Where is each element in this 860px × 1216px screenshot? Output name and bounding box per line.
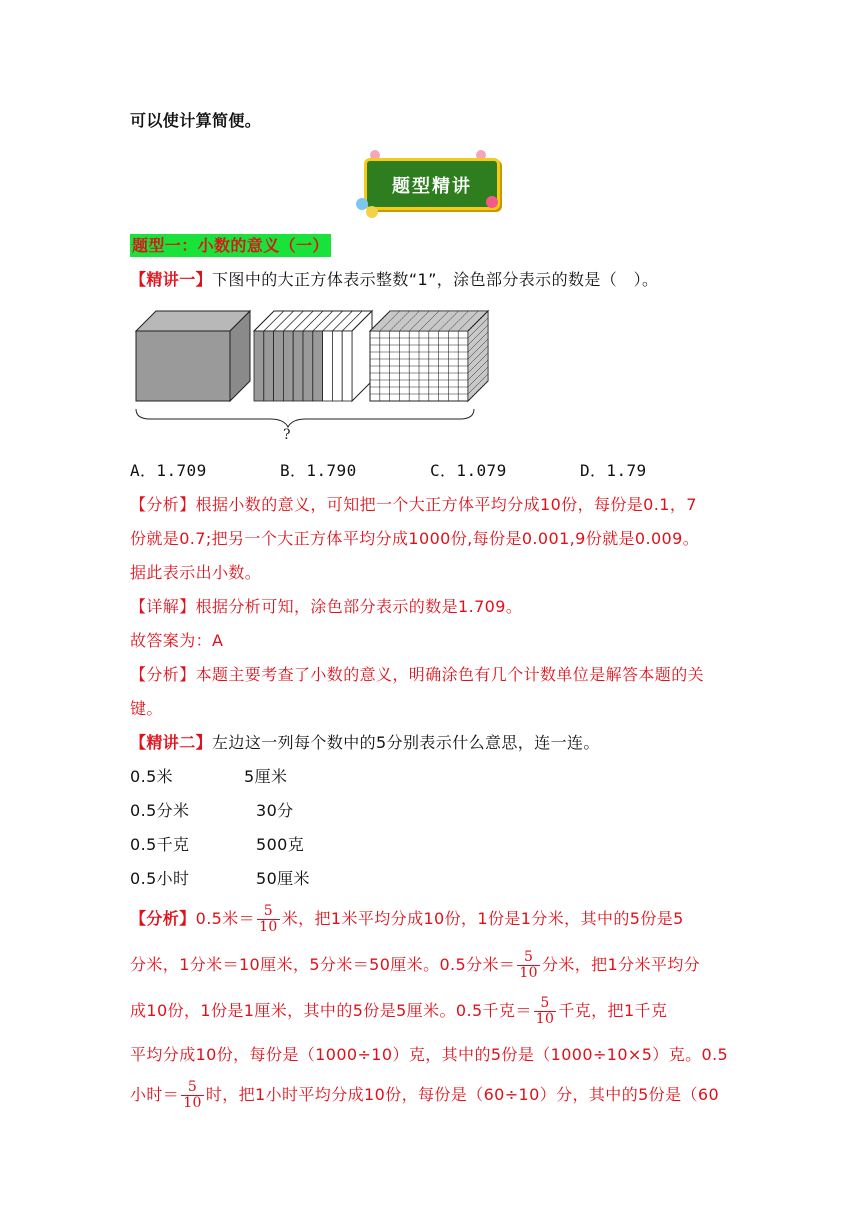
whole-cube [136,311,250,401]
question-tag: 【精讲一】 [130,270,213,289]
match-right: 5厘米 [244,767,288,786]
intro-line: 可以使计算简便。 [130,111,262,130]
match-right: 500克 [256,835,305,854]
option-d: D．1.79 [580,461,647,480]
fraction: $\frac{5}{10}$ [183,1079,202,1111]
analysis-line: 据此表示出小数。 [130,563,262,582]
option-c: C．1.079 [430,461,507,480]
brace [136,409,474,427]
cube-figure [130,305,490,445]
match-left: 0.5米 [130,767,174,786]
q2-analysis-line: 【分析】0.5米＝ $\frac{5}{10}$ 米，把1米平均分成10份，1份是1分米，其中的5份是5 [130,903,684,935]
option-a: A．1.709 [130,461,207,480]
match-right: 50厘米 [256,869,310,888]
question-1 [130,270,658,290]
comment-line: 键。 [130,699,163,718]
match-left: 0.5小时 [130,869,190,888]
match-left: 0.5分米 [130,801,190,820]
banner-title: 题型精讲 [392,176,472,197]
q2-analysis-line: 平均分成10份，每份是（1000÷10）克，其中的5份是（1000÷10×5）克。0.5 [130,1045,729,1064]
match-right: 30分 [256,801,294,820]
comment-line: 【分析】本题主要考查了小数的意义，明确涂色有几个计数单位是解答本题的关 [130,665,705,684]
analysis-tag: 【分析】 [130,495,196,514]
thousandths-cube [370,311,488,401]
analysis-tag: 【分析】 [130,909,196,928]
detail-tag: 【详解】 [130,597,196,616]
analysis-line: 【分析】根据小数的意义，可知把一个大正方体平均分成10份，每份是0.1，7 [130,495,697,514]
option-b: B．1.790 [280,461,357,480]
figure-label: ? [283,427,291,443]
question-tag: 【精讲二】 [130,733,213,752]
question-text: 左边这一列每个数中的5分别表示什么意思，连一连。 [212,733,600,752]
q2-analysis-line: 小时＝ $\frac{5}{10}$ 时，把1小时平均分成10份，每份是（60÷10）分，其中的5份是（60 [130,1079,720,1111]
fraction: $\frac{5}{10}$ [519,949,538,981]
answer-line: 故答案为：A [130,631,224,650]
section-banner [356,150,506,220]
fraction: $\frac{5}{10}$ [259,903,278,935]
question-text: 下图中的大正方体表示整数“1”，涂色部分表示的数是（ ）。 [212,270,659,289]
fraction: $\frac{5}{10}$ [535,995,555,1027]
question-2 [130,733,600,753]
detail-line: 【详解】根据分析可知，涂色部分表示的数是1.709。 [130,597,523,616]
comment-tag: 【分析】 [130,665,196,684]
section-heading: 题型一：小数的意义（一） [132,236,329,255]
analysis-line: 份就是0.7;把另一个大正方体平均分成1000份,每份是0.001,9份就是0.009。 [130,529,700,548]
q2-analysis-line: 分米，1分米＝10厘米，5分米＝50厘米。0.5分米＝ $\frac{5}{10}$ 分米，把1分米平均分 [130,949,701,981]
flower-icon [486,196,498,208]
flower-icon [366,206,378,218]
match-left: 0.5千克 [130,835,190,854]
banner-board [364,158,500,210]
tenths-cube [254,311,372,401]
q2-analysis-line: 成10份，1份是1厘米，其中的5份是5厘米。0.5千克＝ $\frac{5}{10}$ 千克，把1千克 [130,995,668,1027]
